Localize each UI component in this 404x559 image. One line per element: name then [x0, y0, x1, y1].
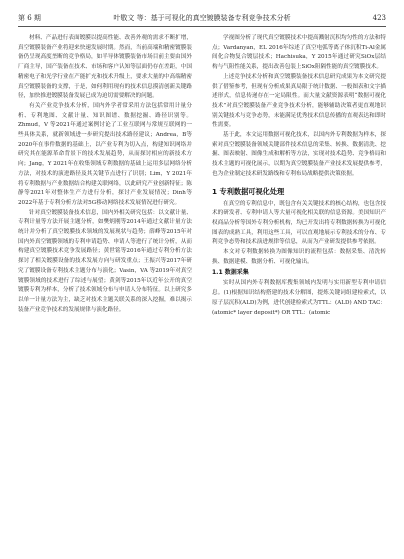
issue-number: 第 6 期	[18, 14, 41, 22]
paragraph: 有关产业竞争技术分析，国内外学者常采用方法包括常用计量分析、专利地图、文献计量、知识图谱、数据挖掘、路径识别等。Zhmud，V 等2021年通过案例讨论了工业互联网与常规互联网的一些具体关系，就新领域进一步研究提出技术路径建议；Andrea，B等2020年在事件数据的基础上，以产业专利为切入点，构建知识网络并研究其在能源革命背景下的技术发展趋势，从而探讨相应的新技术方向；Jang，Y 2021年在收集领域专利数据的基础上运用多层网络分析方法，对技术的演进路径及其关键节点进行了识别；Lim，Y 2021年将专利数据与产业数据结合构建关联网络，以此研究产业创新特征；陈静等2021年对整体生产力进行分析，探讨产业发展情况；Dinh等2022年基于专利分析方法对5G移动网络技术发展情况进行研究。	[18, 102, 192, 206]
running-title: 叶敬文 等：基于可视化的真空镀膜装备专利竞争技术分析	[113, 14, 291, 22]
left-column	[18, 34, 192, 554]
paragraph: 学视图分析了现代真空镀膜技术中提高溅射沉积均匀性的方法和特点；Vardanyan，EL 2016年综述了真空电弧等离子体沉积Ti-Al金属间化合物复合镀层技术；Hachisuka，Y 2015年通过研究SiOx层结构与气阻性能关系，提出改善包装上SiOx阻隔性能的真空镀膜技术。	[212, 35, 386, 71]
running-header	[18, 12, 386, 27]
paragraph: 本文对专利数据转换为图像知识的流程包括：数据采集、清洗转换、数据建模、数据分析、可视化输出。	[212, 249, 386, 265]
paragraph: 材料、产品进行表面镀膜以提高性能、改善外观的需求不断扩增，真空镀膜装备产业将迎来快速发展时期。然而，当前高端和精密镀膜装备仍呈现高度垄断的竞争格局，如半导体镀膜装备市场目前主要由国外厂商主导，国产装备在技术、市场和客户认知等层面仍存在差距，中国精密电子和光学行业在产能扩充和技术升级上，要求大量的中高端精密真空镀膜装备的支撑，于是，如何利用现有的技术信息摸清创新关键路径，加快推进镀膜装备发展已成为迫切需要解决的问题。	[18, 35, 192, 100]
section-heading: 1 专利数据可视化处理	[212, 186, 285, 196]
paragraph: 基于此，本文运用数据可视化技术，以国内外专利数据为样本，探索对真空镀膜装备领域关键部件技术信息的采集、转换、数据清洗、挖掘、图表映射、图像生成和解析等方法，实现对技术趋势、竞争格局和技术主题的可视化展示，以期为真空镀膜装备产业技术发展提供参考，也为企业制定技术研发路线和专利布局战略提供决策依据。	[212, 132, 386, 177]
paragraph: 在真空的专利信息中，既包含有关关键技术的核心结构，也包含技术的研发者、专利申请人等大量可视化相关联的信息资源。美国知识产权商品分析等国外专利分析机构，均已开发出将专利数据转换为可视化图表的成熟工具，利用这些工具，可以直观地展示专利技术的分布、专利竞争态势和技术演进规律等信息，从而为产业研发提供参考依据。	[212, 200, 386, 246]
paragraph: 实时从国内外专利数据库搜集领域内发明与实用新型专利申请信息。(1)根据知识结构搭建的技术分解图，提炼关键词组建检索式，以原子层沉积(ALD)为例，进代创建检索式为TTL：(ALD) AND TAC：(atomic* layer deposit*) OR TTL：(atomic	[212, 280, 386, 316]
right-column	[212, 34, 386, 554]
paragraph: 上述竞争技术分析和真空镀膜装备技术信息研究成果为本文研究提供了借鉴参考，但现有分析成果真局限于统计数据、一般图表和文字描述形式，信息传递存在一定局限性。而大量文献资源表明“数据可视化技术”对真空镀膜装备产业竞争技术分析，能够辅助决策者更直观地识别关键技术与竞争态势，未能满足优秀技术信息传播的直观表达和即时性需要。	[212, 73, 386, 129]
paragraph: 针对真空镀膜装备技术信息，国内外相关研究包括：以文献计量、专利计量等方法开展主题分析，如樊炳刚等2014年通过文献计量方法统计并分析了真空镀膜技术领域的发展现状与趋势；薛峰等2015年对国内外真空镀膜领域的专利申请趋势、申请人等进行了统计分析，从而构建真空镀膜技术竞争发展路径；黄世铭等2016年通过专利分析方法探讨了相关镀膜设备的技术发展方向与研发重点；王振兴等2017年研究了镀膜设备专利技术主题分布与演化；Vasin，VA 等2019年对真空镀膜领域的技术进行了综述与展望；黄剑等2015年以近年公开的真空镀膜专利为样本，分析了技术领域分布与申请人分布特征。以上研究多以单一计量方法为主，缺乏对技术主题关联关系的深入挖掘，难以揭示装备产业竞争技术的发展规律与演化路径。	[18, 209, 192, 313]
subsection-heading: 1.1 数据采集	[212, 269, 249, 277]
page-number: 423	[372, 14, 386, 22]
